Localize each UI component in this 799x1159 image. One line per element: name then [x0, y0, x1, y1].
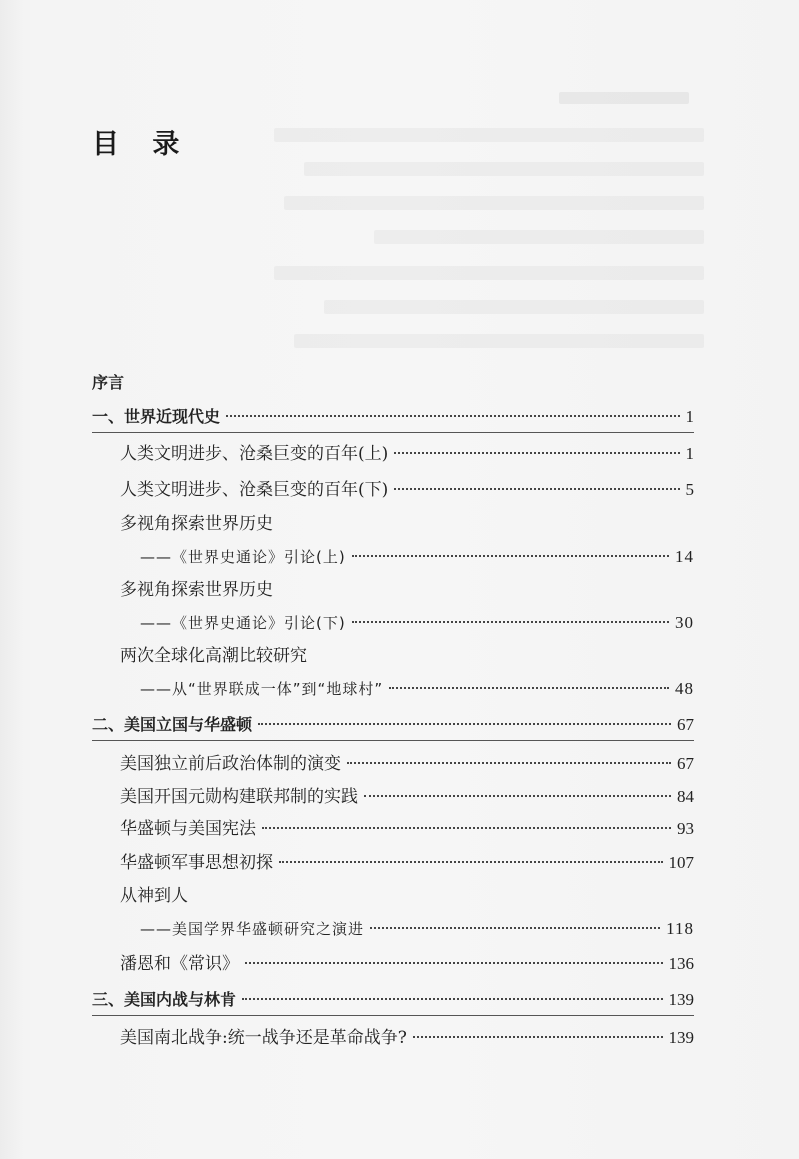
leader-dots [258, 723, 671, 725]
page-number: 67 [677, 754, 694, 773]
toc-entry[interactable] [140, 546, 694, 568]
entry-title: 华盛顿军事思想初探 [120, 853, 273, 873]
leader-dots [245, 962, 663, 964]
page-number: 67 [677, 715, 694, 734]
leader-dots [262, 827, 671, 829]
toc-entry[interactable] [120, 443, 694, 465]
section-divider [92, 1015, 694, 1016]
leader-dots [352, 555, 669, 557]
toc-entry[interactable] [140, 612, 694, 634]
entry-title[interactable]: 从神到人 [120, 886, 188, 906]
entry-title[interactable]: 多视角探索世界历史 [120, 580, 273, 600]
page-number: 93 [677, 819, 694, 838]
leader-dots [364, 795, 671, 797]
toc-entry[interactable] [120, 852, 694, 874]
leader-dots [394, 452, 679, 454]
leader-dots [370, 927, 660, 929]
entry-subtitle: ——从“世界联成一体”到“地球村” [140, 680, 384, 698]
toc-section[interactable] [92, 406, 694, 428]
leader-dots [347, 762, 671, 764]
toc-entry[interactable] [120, 818, 694, 840]
leader-dots [394, 488, 679, 490]
page-number: 1 [685, 444, 694, 463]
toc-entry[interactable] [120, 753, 694, 775]
page-number: 5 [685, 480, 694, 499]
leader-dots [413, 1036, 663, 1038]
page-number: 84 [677, 787, 694, 806]
section-divider [92, 740, 694, 741]
page-number: 139 [668, 1028, 694, 1047]
page-number: 136 [668, 954, 694, 973]
entry-title[interactable]: 多视角探索世界历史 [120, 514, 273, 534]
toc-entry[interactable] [140, 678, 694, 700]
leader-dots [352, 621, 669, 623]
toc-entry[interactable] [140, 918, 694, 940]
page-number: 14 [675, 547, 694, 566]
entry-title: 美国开国元勋构建联邦制的实践 [120, 787, 358, 807]
leader-dots [226, 415, 679, 417]
page-title: 目 录 [92, 129, 192, 160]
section-title: 一、世界近现代史 [92, 407, 221, 426]
section-title: 二、美国立国与华盛顿 [92, 715, 253, 734]
entry-title[interactable]: 两次全球化高潮比较研究 [120, 646, 307, 666]
entry-title: 人类文明进步、沧桑巨变的百年(上) [120, 444, 389, 464]
toc-section[interactable] [92, 989, 694, 1011]
toc-entry[interactable] [120, 1027, 694, 1049]
entry-title: 美国南北战争:统一战争还是革命战争? [120, 1028, 407, 1048]
preface-heading: 序言 [92, 373, 125, 392]
leader-dots [242, 998, 662, 1000]
entry-subtitle: ——《世界史通论》引论(下) [140, 614, 346, 632]
page-number: 1 [685, 407, 694, 426]
page-number: 107 [668, 853, 694, 872]
toc-section[interactable] [92, 714, 694, 736]
leader-dots [389, 687, 669, 689]
entry-subtitle: ——《世界史通论》引论(上) [140, 548, 346, 566]
page-number: 30 [675, 613, 694, 632]
entry-title: 华盛顿与美国宪法 [120, 819, 256, 839]
section-title: 三、美国内战与林肯 [92, 990, 237, 1009]
page-number: 48 [675, 679, 694, 698]
entry-title: 人类文明进步、沧桑巨变的百年(下) [120, 480, 389, 500]
section-divider [92, 432, 694, 433]
entry-subtitle: ——美国学界华盛顿研究之演进 [140, 920, 365, 938]
page-number: 118 [666, 919, 694, 938]
entry-title: 潘恩和《常识》 [120, 954, 239, 974]
leader-dots [279, 861, 663, 863]
page-number: 139 [668, 990, 694, 1009]
toc-entry[interactable] [120, 786, 694, 808]
toc-entry[interactable] [120, 479, 694, 501]
toc-entry[interactable] [120, 953, 694, 975]
entry-title: 美国独立前后政治体制的演变 [120, 754, 341, 774]
